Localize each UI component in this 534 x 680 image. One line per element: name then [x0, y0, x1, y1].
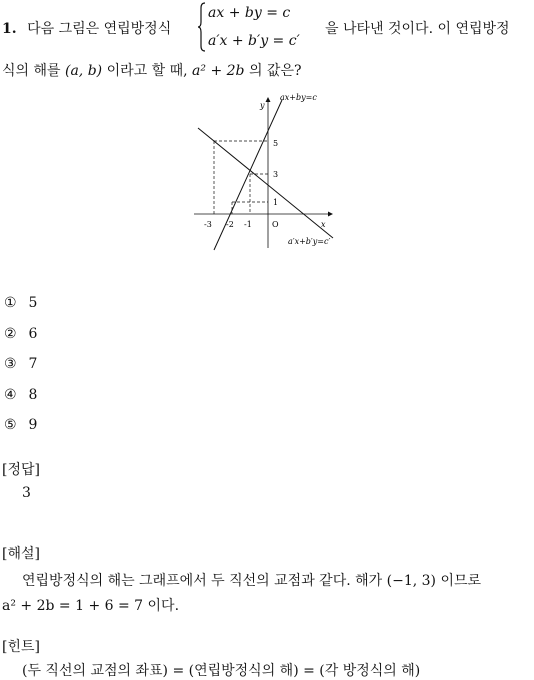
question-line2-suffix: 의 값은?	[248, 63, 302, 79]
question-line2-prefix: 식의 해를	[2, 63, 61, 79]
line-2	[198, 128, 333, 238]
equation-1: ax + by = c	[208, 5, 291, 21]
choice-5-value: 9	[28, 417, 38, 433]
explanation-line-2: a² + 2b = 1 + 6 = 7 이다.	[2, 598, 180, 614]
choice-5-marker: ⑤	[4, 417, 17, 433]
explanation-line-1: 연립방정식의 해는 그래프에서 두 직선의 교점과 같다. 해가 (−1, 3) 이므로	[22, 573, 482, 589]
x-axis-label: x	[321, 220, 326, 229]
line-2-label: a′x+b′y=c′	[288, 237, 331, 246]
choice-5[interactable]	[4, 417, 37, 433]
x-axis-arrow	[328, 212, 333, 217]
x-tick-label-1: -1	[244, 220, 252, 229]
choice-4-value: 8	[28, 387, 38, 403]
origin-label: O	[272, 220, 279, 229]
equation-system	[198, 0, 318, 56]
choice-4[interactable]	[4, 387, 37, 403]
brace-icon	[198, 2, 206, 52]
choice-3-value: 7	[28, 356, 38, 372]
choice-3[interactable]	[4, 356, 37, 372]
question-number: 1.	[2, 21, 17, 37]
hint-label: [힌트]	[2, 639, 40, 655]
choice-2-marker: ②	[4, 326, 17, 342]
y-tick-label-1: 1	[273, 198, 279, 207]
choice-1[interactable]	[4, 295, 37, 311]
expression: a² + 2b	[192, 63, 245, 79]
x-tick-label-3: -3	[204, 220, 212, 229]
choice-2-value: 6	[28, 326, 38, 342]
y-axis-label: y	[260, 101, 265, 110]
equation-2: a′x + b′y = c′	[208, 33, 300, 49]
question-line-1	[2, 18, 171, 38]
choice-3-marker: ③	[4, 356, 17, 372]
question-text-before: 다음 그림은 연립방정식	[27, 21, 172, 37]
choice-1-value: 5	[28, 295, 38, 311]
question-line-2	[2, 60, 301, 80]
solution-pair: (a, b)	[65, 63, 103, 79]
answer-label: [정답]	[2, 462, 40, 478]
choice-2[interactable]	[4, 326, 37, 342]
choice-1-marker: ①	[4, 295, 17, 311]
y-axis-arrow	[266, 97, 271, 102]
y-tick-label-5: 5	[273, 139, 279, 148]
y-tick-label-3: 3	[273, 170, 279, 179]
choice-4-marker: ④	[4, 387, 17, 403]
line-1-label: ax+by=c	[280, 93, 317, 102]
question-text-after: 을 나타낸 것이다. 이 연립방정	[325, 21, 510, 37]
coordinate-graph	[190, 88, 350, 253]
hint-text: (두 직선의 교점의 좌표) = (연립방정식의 해) = (각 방정식의 해)	[22, 663, 421, 679]
explanation-label: [해설]	[2, 546, 40, 562]
question-line2-middle: 이라고 할 때,	[106, 63, 188, 79]
answer-value: 3	[22, 485, 31, 501]
x-tick-label-2: -2	[226, 220, 234, 229]
